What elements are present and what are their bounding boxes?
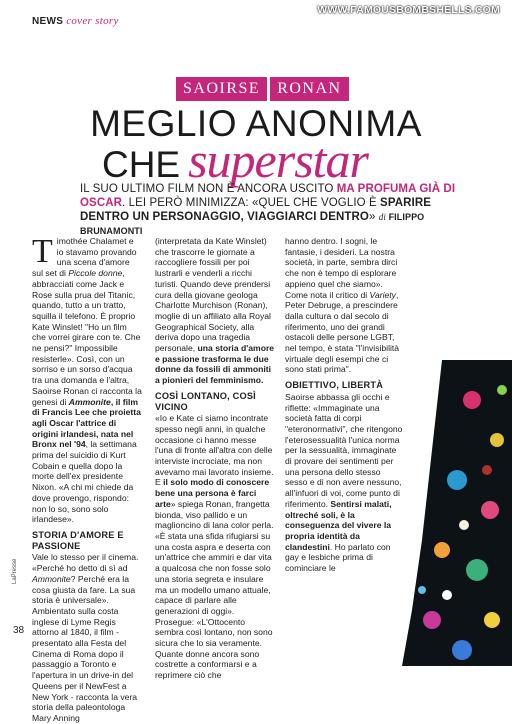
deck-highlight: MA PROFUMA GIÀ DI OSCAR [80, 183, 456, 209]
paragraph [32, 233, 142, 525]
article-column-2 [155, 236, 275, 681]
text: , abbracciati come Jack e Rose sulla prua del Titanic, quando, tutto a un tratto, squilla il telefono. È proprio Kate Winslet! "Ho un film che vorrei girare con te. Che ne pensi?" Impossibile resisterle». Così, con un sorriso e un sorso d'acqua tra una domanda e l'altra, Saoirse Ronan ci racconta la genesi di [32, 268, 142, 407]
film-title: Ammonite [32, 573, 71, 584]
byline-di: di [378, 212, 386, 222]
magazine-title: Variety [369, 289, 396, 300]
text: » spiega Ronan, frangetta bionda, viso pallido e un maglioncino di lana color perla. «È stata una sfida rifugiarsi su una costa aspra e deserta con un'attrice che ammiri e dar vita a qualcosa che non fosse solo una storia segreta e insulare ma un modello umano attuale, capace di parlare alle generazioni di oggi». Prosegue: «L'Ottocento sembra così lontano, non sono sicura che lo sia veramente. Quante donne ancora sono costrette a conformarsi e a reprimere ciò che [155, 498, 274, 681]
paragraph [32, 552, 142, 723]
name-last: RONAN [270, 77, 348, 101]
bold-text: una storia d'amore e passione trasforma le due donne da fossili di ammoniti a pionieri del femminismo. [155, 343, 275, 386]
deck-text-2: . LEI PERÒ MINIMIZZA: «QUEL CHE VOGLIO È [122, 197, 381, 209]
article-column-3 [285, 236, 403, 574]
text: Saoirse abbassa gli occhi e riflette: «Immaginate una società fatta di corpi "eteronormativi", che ritengono l'eterosessualità l'unica norma per la sessualità, immaginate di provare dei sentimenti per una persona dello stesso sesso e di non avere nessuno, all'infuori di voi, come punto di riferimento. [285, 391, 403, 509]
bold-text: il solo modo di conoscere bene una persona è farci arte [155, 477, 270, 509]
text: imothée Chalamet e io stavamo provando una scena d'amore sul set di [32, 236, 137, 279]
photo-credit: LaPresse [12, 558, 18, 584]
text: Vale lo stesso per il cinema. «Perché ho detto di sì ad [32, 552, 139, 574]
article-column-1 [32, 233, 142, 724]
text: , Peter Debruge, a prescindere dalla cultura o dal secolo di riferimento, uno dei grandi ostacoli delle persone LGBT, nel tempo, è stata "l'invisibilità virtuale degli esempi che ci sono stati prima". [285, 289, 400, 375]
floral-dress-image [402, 360, 512, 666]
film-title: Ammonite [68, 396, 111, 407]
drop-cap: T [32, 233, 53, 270]
paragraph [285, 392, 403, 574]
section-news: NEWS [32, 16, 64, 27]
site-watermark: WWW.FAMOUSBOMBSHELLS.COM [317, 4, 500, 16]
headline-line1: MEGLIO ANONIMA [90, 103, 422, 144]
film-title: Piccole donne [68, 268, 123, 279]
standfirst [80, 182, 480, 238]
text: hanno dentro. I sogni, le fantasie, i desideri. La nostra società, in parte, sembra dirci che non è tempo di esplorare appieno quel che siamo». Come nota il critico di [285, 236, 398, 300]
byline-author: FILIPPO BRUNAMONTI [80, 212, 425, 236]
deck-text-1: IL SUO ULTIMO FILM NON È ANCORA USCITO [80, 183, 337, 195]
section-cover-story: cover story [66, 15, 119, 27]
text: , la settimana prima del suicidio di Kurt Cobain e quella dopo la morte dell'ex presidente Nixon. «A chi mi chiede da dove provengo, rispondo: non lo so, sono solo irlandese». [32, 439, 137, 525]
text: ? Perché era la cosa giusta da fare. La sua storia è universale». Ambientato sulla costa inglese di Lyme Regis attorno al 1840, il film - presentato alla Festa del Cinema di Roma dopo il passaggio a Toronto e l'apertura in un drive-in del Queens per il NewFest a New York - racconta la vera storia della paleontologa Mary Anning [32, 573, 138, 723]
headline-superstar: superstar [188, 132, 369, 188]
subheading: OBIETTIVO, LIBERTÀ [285, 380, 384, 391]
paragraph [155, 413, 275, 681]
text: (interpretata da Kate Winslet) che trascorre le giornate a raccogliere fossili per poi lustrarli e venderli a ricchi turisti. Quando deve prendersi cura della giovane geologa Charlotte Murchison (Ronan), moglie di un affiliato alla Royal Geographical Society, alla deriva dopo una tragedia personale, [155, 236, 271, 354]
bold-text: Sentirsi malati, oltreché soli, è la conseguenza del vivere la propria identità da clandestini [285, 498, 392, 552]
deck-bold: SPARIRE DENTRO UN PERSONAGGIO, VIAGGIARCI DENTRO [80, 197, 432, 223]
section-label [32, 15, 119, 27]
text: «Io e Kate ci siamo incontrate spesso negli anni, in qualche occasione ci hanno messe l'una di fronte all'altra con delle interviste incrociate, ma non avevamo mai lavorato insieme. E [155, 413, 274, 488]
name-first: SAOIRSE [176, 77, 267, 101]
headline-che: CHE [101, 144, 181, 185]
paragraph [285, 236, 403, 375]
bold-text: , il film di Francis Lee che proietta agli Oscar l'attrice di origini irlandesi, nata nel Bronx nel '94 [32, 396, 141, 450]
text: . Ho parlato con gay e lesbiche prima di cominciare le [285, 541, 391, 574]
deck-text-3: » [368, 211, 379, 223]
page-number: 38 [13, 625, 25, 636]
subheading: COSÌ LONTANO, COSÌ VICINO [155, 390, 256, 412]
paragraph [155, 236, 275, 386]
subheading: STORIA D'AMORE E PASSIONE [32, 529, 124, 551]
name-banner [176, 77, 349, 101]
